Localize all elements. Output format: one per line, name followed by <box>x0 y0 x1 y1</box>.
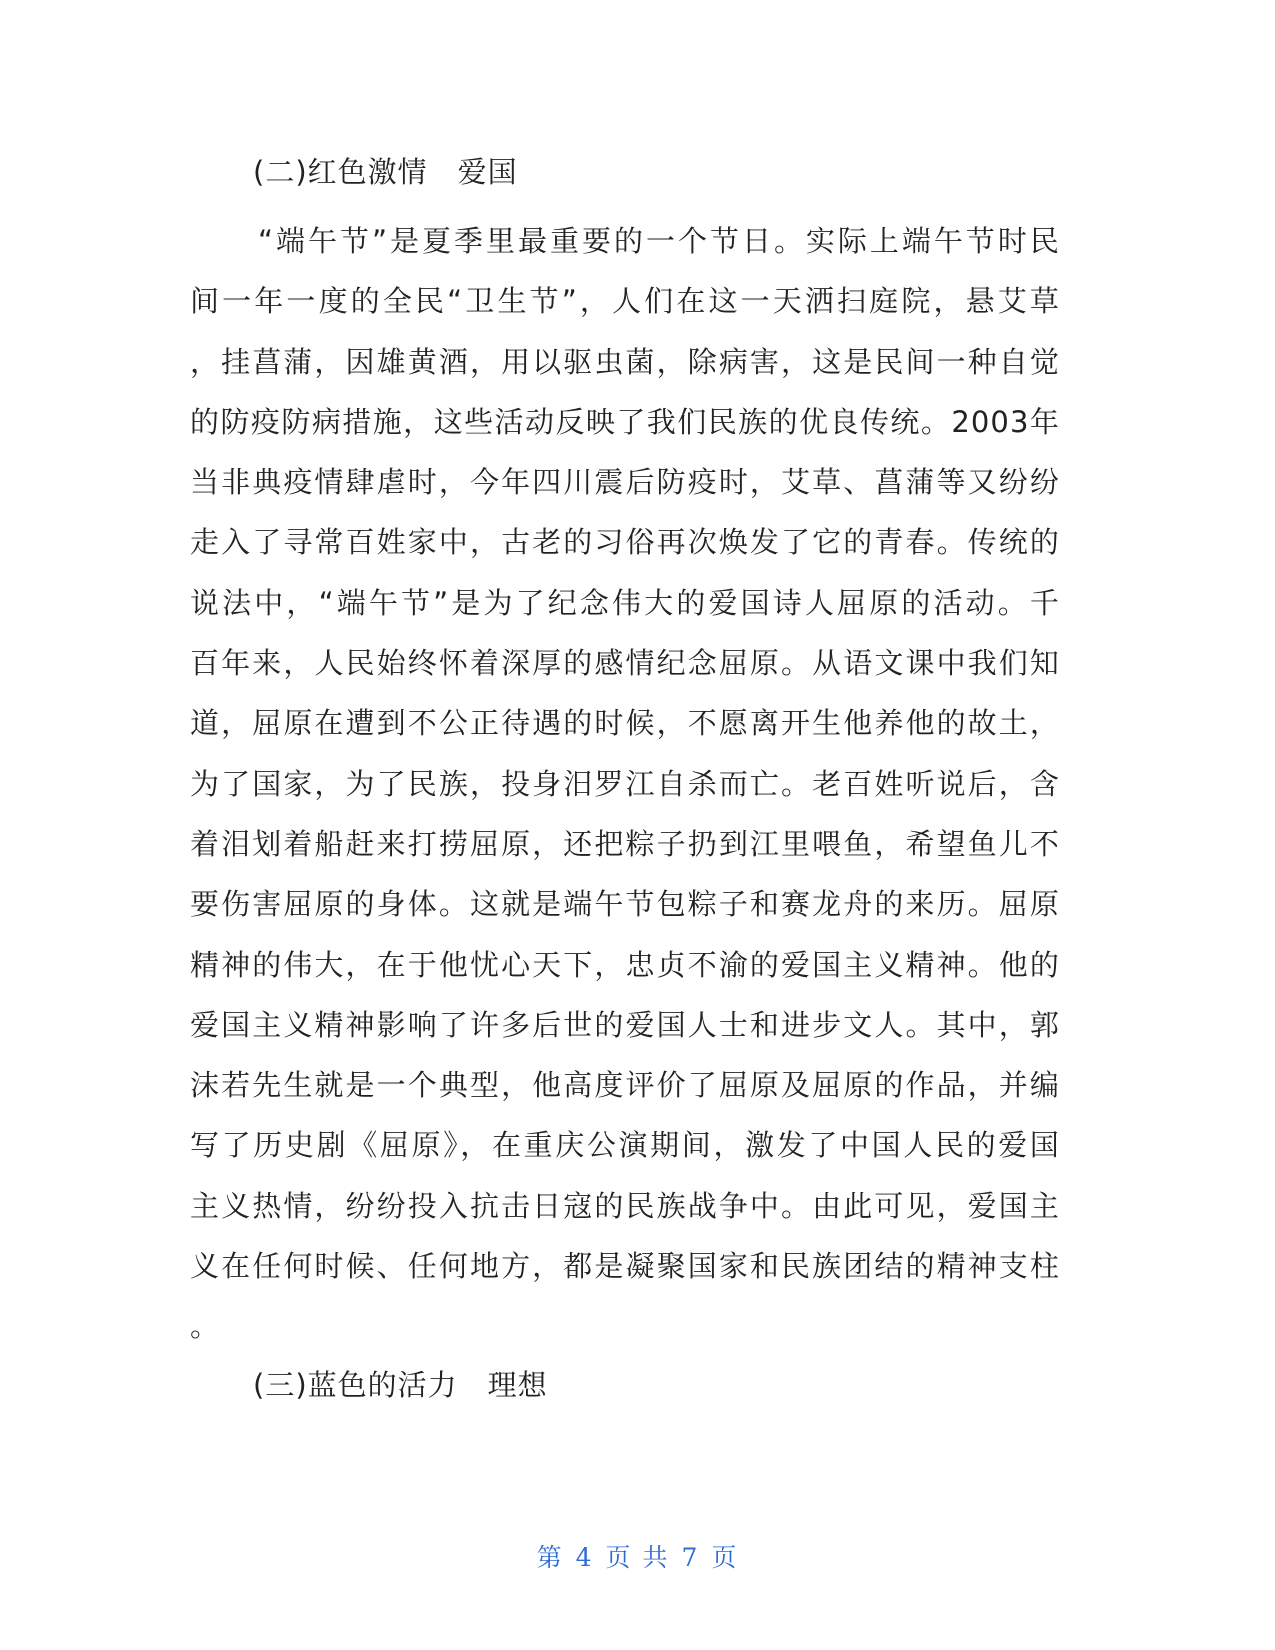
paragraph-line: 义在任何时候、任何地方，都是凝聚国家和民族团结的精神支柱 <box>190 1249 1060 1284</box>
footer-prefix: 第 <box>536 1543 564 1572</box>
total-pages-number: 7 <box>681 1543 700 1572</box>
paragraph-line: 百年来，人民始终怀着深厚的感情纪念屈原。从语文课中我们知 <box>190 646 1060 681</box>
paragraph-line: 。 <box>190 1309 221 1344</box>
current-page-number: 4 <box>575 1543 594 1572</box>
paragraph-line: 说法中，“端午节”是为了纪念伟大的爱国诗人屈原的活动。千 <box>190 585 1060 620</box>
paragraph-line: 主义热情，纷纷投入抗击日寇的民族战争中。由此可见，爱国主 <box>190 1188 1060 1223</box>
paragraph-line: “端午节”是夏季里最重要的一个节日。实际上端午节时民 <box>258 224 1060 258</box>
paragraph-line: 间一年一度的全民“卫生节”，人们在这一天洒扫庭院，悬艾草 <box>190 284 1060 319</box>
paragraph-line: 的防疫防病措施，这些活动反映了我们民族的优良传统。2003年 <box>190 404 1060 439</box>
paragraph-line: 着泪划着船赶来打捞屈原，还把粽子扔到江里喂鱼，希望鱼儿不 <box>190 826 1060 861</box>
paragraph-line: 道，屈原在遭到不公正待遇的时候，不愿离开生他养他的故土， <box>190 706 1060 741</box>
paragraph-line: 要伤害屈原的身体。这就是端午节包粽子和赛龙舟的来历。屈原 <box>190 887 1060 922</box>
paragraph-line: ，挂菖蒲，因雄黄酒，用以驱虫菌，除病害，这是民间一种自觉 <box>190 344 1060 379</box>
footer-suffix: 页 <box>711 1543 739 1572</box>
paragraph-line: 精神的伟大，在于他忧心天下，忠贞不渝的爱国主义精神。他的 <box>190 947 1060 982</box>
paragraph-line: 为了国家，为了民族，投身汨罗江自杀而亡。老百姓听说后，含 <box>190 766 1060 801</box>
page-footer <box>0 1538 1275 1574</box>
footer-middle: 页 共 <box>605 1543 670 1572</box>
body-paragraph <box>190 211 1060 1357</box>
paragraph-line: 写了历史剧《屈原》，在重庆公演期间，激发了中国人民的爱国 <box>190 1128 1060 1163</box>
paragraph-line: 当非典疫情肆虐时，今年四川震后防疫时，艾草、菖蒲等又纷纷 <box>190 465 1060 500</box>
section-heading-blue-vitality: (三)蓝色的活力 理想 <box>253 1368 548 1402</box>
paragraph-line: 沫若先生就是一个典型，他高度评价了屈原及屈原的作品，并编 <box>190 1068 1060 1103</box>
section-heading-red-passion: (二)红色激情 爱国 <box>253 155 518 189</box>
paragraph-line: 走入了寻常百姓家中，古老的习俗再次焕发了它的青春。传统的 <box>190 525 1060 560</box>
paragraph-line: 爱国主义精神影响了许多后世的爱国人士和进步文人。其中，郭 <box>190 1007 1060 1042</box>
